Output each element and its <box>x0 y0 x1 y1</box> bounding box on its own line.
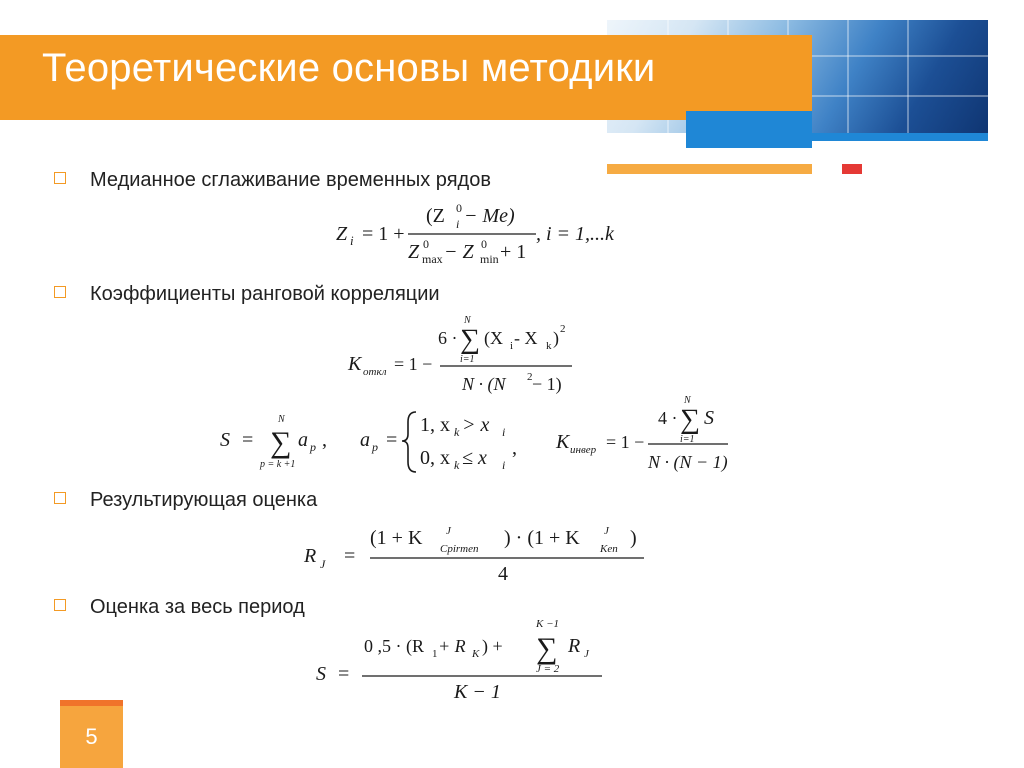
f6-close: ) <box>630 527 637 549</box>
slide-title: Теоретические основы методики <box>42 46 656 90</box>
f7-rk-sub: K <box>472 648 480 660</box>
f7-r1-sub: 1 <box>432 648 438 660</box>
bullet-rank-correlation: Коэффициенты ранговой корреляции <box>90 283 440 305</box>
f4-case1-op: > x <box>462 414 490 436</box>
f2-numer-sq: 2 <box>560 323 566 335</box>
f5-sum-top: N <box>684 395 691 406</box>
f7-numer-a: 0 ,5 · (R <box>364 636 424 656</box>
decor-orange-strip <box>607 164 812 174</box>
formula-r-j <box>300 522 650 586</box>
f1-denom-minus: − Z <box>444 241 474 263</box>
f7-sum-bot: J = 2 <box>536 663 560 675</box>
f3-lhs: S <box>220 429 230 451</box>
page-number-box-accent <box>60 700 123 706</box>
f3-sigma: ∑ <box>270 426 292 459</box>
f5-sum-bot: i=1 <box>680 434 695 445</box>
f1-tail: , i = 1,...k <box>536 223 614 245</box>
f4-case1: 1, x <box>420 414 450 436</box>
f1-denom-a: Z <box>408 241 420 263</box>
formula-s-sum <box>214 410 354 476</box>
f1-denom-b-sub: min <box>480 252 499 266</box>
f2-numer-xk: k <box>546 340 552 352</box>
f5-sigma: ∑ <box>680 404 700 435</box>
decor-red-square <box>842 164 862 174</box>
f7-numer-b: ) + <box>482 636 503 656</box>
f4-lhs: a <box>360 429 370 451</box>
f3-eq: = <box>242 429 254 451</box>
f2-numer-6: 6 · <box>438 328 458 348</box>
f2-sigma: ∑ <box>460 324 480 355</box>
f6-p1-sup: J <box>446 525 451 537</box>
f7-eq: = <box>338 663 350 685</box>
f1-denom-a-sub: max <box>422 252 443 266</box>
f4-case2: 0, x <box>420 447 450 469</box>
f2-lhs: K <box>348 353 362 375</box>
bullet-marker-2 <box>54 286 66 298</box>
f2-denom: N · (N <box>462 374 506 394</box>
f3-body-sub: p <box>310 440 316 454</box>
f3-sum-top: N <box>278 414 285 425</box>
bullet-marker-4 <box>54 599 66 611</box>
f2-numer-body: (X <box>484 328 503 348</box>
f1-numer-sup: 0 <box>456 201 462 215</box>
f6-p1: (1 + K <box>370 527 423 549</box>
f2-eq: = 1 − <box>394 354 433 374</box>
formula-median-smoothing <box>330 200 620 266</box>
f6-p2-sub: Ken <box>600 543 618 555</box>
formula-s-total <box>312 614 612 704</box>
f5-eq: = 1 − <box>606 432 645 452</box>
f3-body: a <box>298 429 308 451</box>
f1-numer-tail: − Me) <box>464 205 515 227</box>
decor-blue-line <box>812 133 988 141</box>
f1-denom-a-sup: 0 <box>423 237 429 251</box>
f7-sum-body: R <box>568 635 581 657</box>
f5-denom: N · (N − 1) <box>648 452 728 472</box>
f1-denom-tail: + 1 <box>500 241 527 263</box>
f4-lhs-sub: p <box>372 440 378 454</box>
bullet-marker-1 <box>54 172 66 184</box>
f1-lhs-sub: i <box>350 233 354 248</box>
f1-numer-sub: i <box>456 217 460 231</box>
f3-comma: , <box>322 429 327 451</box>
formula-k-inver <box>552 392 742 476</box>
f7-plus-r: + R <box>438 636 466 656</box>
f1-lhs: Z <box>336 223 348 245</box>
f7-sum-top: K −1 <box>536 618 560 630</box>
f7-sigma: ∑ <box>536 632 558 665</box>
formula-k-otkl <box>344 312 584 398</box>
f6-denom: 4 <box>498 563 508 585</box>
f2-numer-minus: - X <box>514 328 538 348</box>
decor-blue-bar <box>686 111 812 148</box>
bullet-resulting-score: Результирующая оценка <box>90 489 318 511</box>
f2-denom-sq: 2 <box>527 371 533 383</box>
f5-lhs-sub: инвер <box>570 444 597 456</box>
f6-lhs-sub: J <box>320 557 326 571</box>
f2-numer-xi: i <box>510 340 514 352</box>
f4-case2-op: ≤ x <box>462 447 487 469</box>
f4-case2-sub: k <box>454 458 460 472</box>
f2-sum-top: N <box>464 315 471 326</box>
f4-eq: = <box>386 429 398 451</box>
f7-sum-body-sub: J <box>584 648 589 660</box>
f1-denom-b-sup: 0 <box>481 237 487 251</box>
f7-lhs: S <box>316 663 326 685</box>
f4-case1-sub2: i <box>502 425 506 439</box>
f1-numer: (Z <box>426 205 445 227</box>
page-number: 5 <box>85 724 98 749</box>
f5-numer-s: S <box>704 407 714 429</box>
f6-mid: ) · (1 + K <box>504 527 580 549</box>
formula-a-p-cases <box>354 406 534 476</box>
f2-sum-bot: i=1 <box>460 354 475 365</box>
f6-p1-sub: Cpirmen <box>440 543 479 555</box>
f4-case1-end: , <box>512 437 517 459</box>
bullet-period-score: Оценка за весь период <box>90 596 305 618</box>
f4-case2-sub2: i <box>502 458 506 472</box>
f6-lhs: R <box>304 545 317 567</box>
bullet-median-smoothing: Медианное сглаживание временных рядов <box>90 169 491 191</box>
f2-lhs-sub: откл <box>363 366 387 378</box>
bullet-marker-3 <box>54 492 66 504</box>
page-number-box <box>60 700 123 768</box>
f6-p2-sup: J <box>604 525 609 537</box>
f2-denom-tail: − 1) <box>532 374 562 394</box>
f4-case1-sub: k <box>454 425 460 439</box>
f7-denom: K − 1 <box>454 681 501 703</box>
f3-sum-bot: p = k +1 <box>260 459 296 470</box>
f5-lhs: K <box>556 431 570 453</box>
f2-numer-close: ) <box>553 328 559 348</box>
f6-eq: = <box>344 545 356 567</box>
f1-eq: = 1 + <box>362 223 405 245</box>
f4-brace <box>402 412 416 472</box>
f5-numer-4: 4 · <box>658 408 678 428</box>
